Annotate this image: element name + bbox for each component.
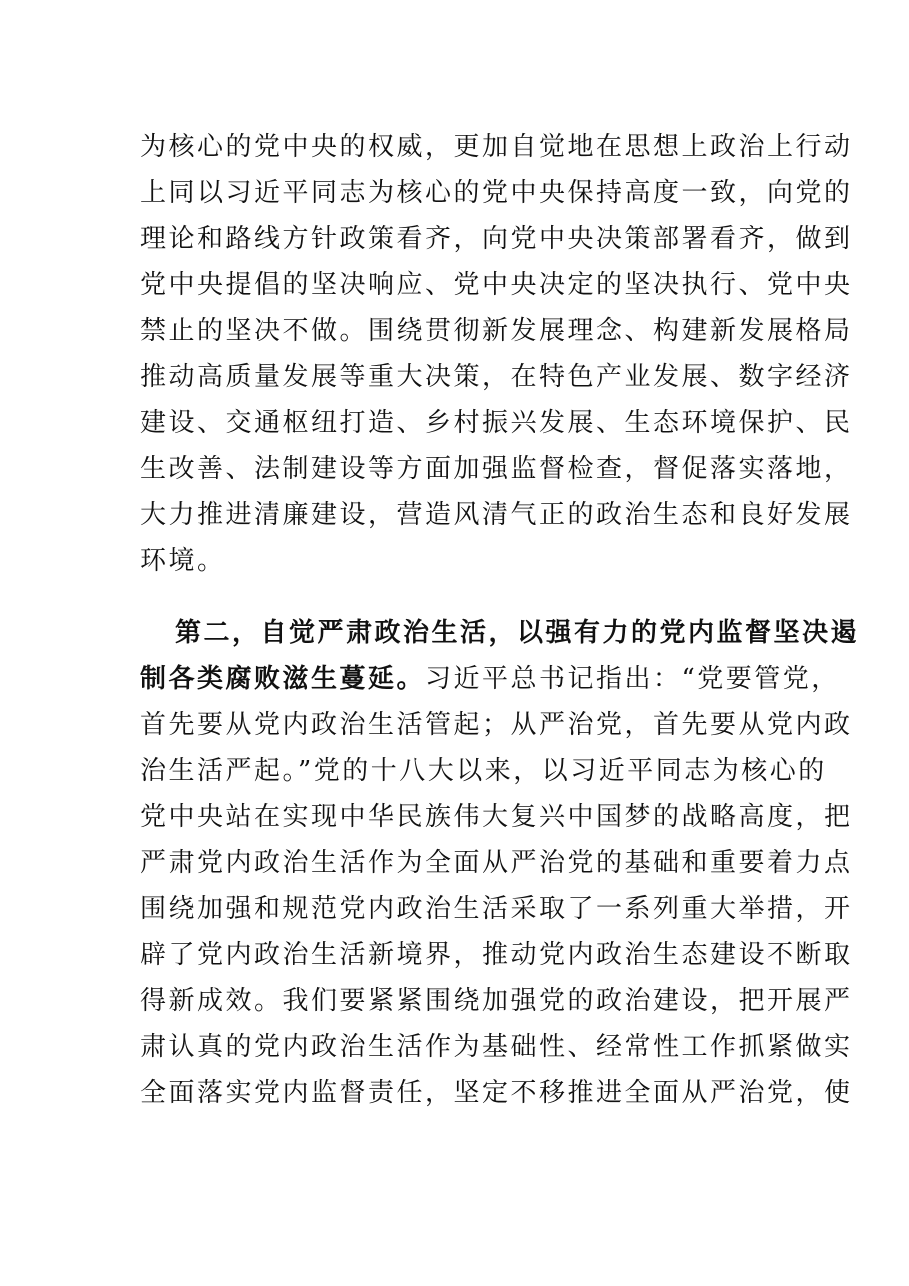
heading-continuation-line <box>140 656 840 702</box>
text-line: 辟了党内政治生活新境界，推动党内政治生态建设不断取 <box>140 940 853 970</box>
text-line: 上同以习近平同志为核心的党中央保持高度一致，向党的 <box>140 178 853 208</box>
text-line: 推动高质量发展等重大决策，在特色产业发展、数字经济 <box>140 362 853 392</box>
text-line: 生改善、法制建设等方面加强监督检查，督促落实落地， <box>140 454 853 484</box>
text-line: 肃认真的党内政治生活作为基础性、经常性工作抓紧做实 <box>140 1032 853 1062</box>
text-line: 首先要从党内政治生活管起；从严治党，首先要从党内政 <box>140 710 853 740</box>
paragraph-1 <box>140 124 853 584</box>
section-heading: 第二，自觉严肃政治生活，以强有力的党内监督坚决遏 <box>175 618 860 648</box>
text-line: 严肃党内政治生活作为全面从严治党的基础和重要着力点 <box>140 848 853 878</box>
text-line: 治生活严起。”党的十八大以来，以习近平同志为核心的 <box>140 756 827 786</box>
text-line: 建设、交通枢纽打造、乡村振兴发展、生态环境保护、民 <box>140 408 853 438</box>
text-line: 理论和路线方针政策看齐，向党中央决策部署看齐，做到 <box>140 224 853 254</box>
text-line: 大力推进清廉建设，营造风清气正的政治生态和良好发展 <box>140 500 853 530</box>
text-line: 党中央提倡的坚决响应、党中央决定的坚决执行、党中央 <box>140 270 853 300</box>
text-line: 党中央站在实现中华民族伟大复兴中国梦的战略高度，把 <box>140 802 853 832</box>
text-line: 为核心的党中央的权威，更加自觉地在思想上政治上行动 <box>140 132 853 162</box>
text-line: 围绕加强和规范党内政治生活采取了一系列重大举措，开 <box>140 894 853 924</box>
text-line: 禁止的坚决不做。围绕贯彻新发展理念、构建新发展格局 <box>140 316 853 346</box>
section-heading-end: 制各类腐败滋生蔓延。 <box>140 664 426 694</box>
quote-intro: 习近平总书记指出：“党要管党， <box>425 664 840 694</box>
text-line: 环境。 <box>140 546 226 576</box>
text-line: 得新成效。我们要紧紧围绕加强党的政治建设，把开展严 <box>140 986 853 1016</box>
paragraph-2 <box>140 610 860 1116</box>
text-line: 全面落实党内监督责任，坚定不移推进全面从严治党，使 <box>140 1078 853 1108</box>
